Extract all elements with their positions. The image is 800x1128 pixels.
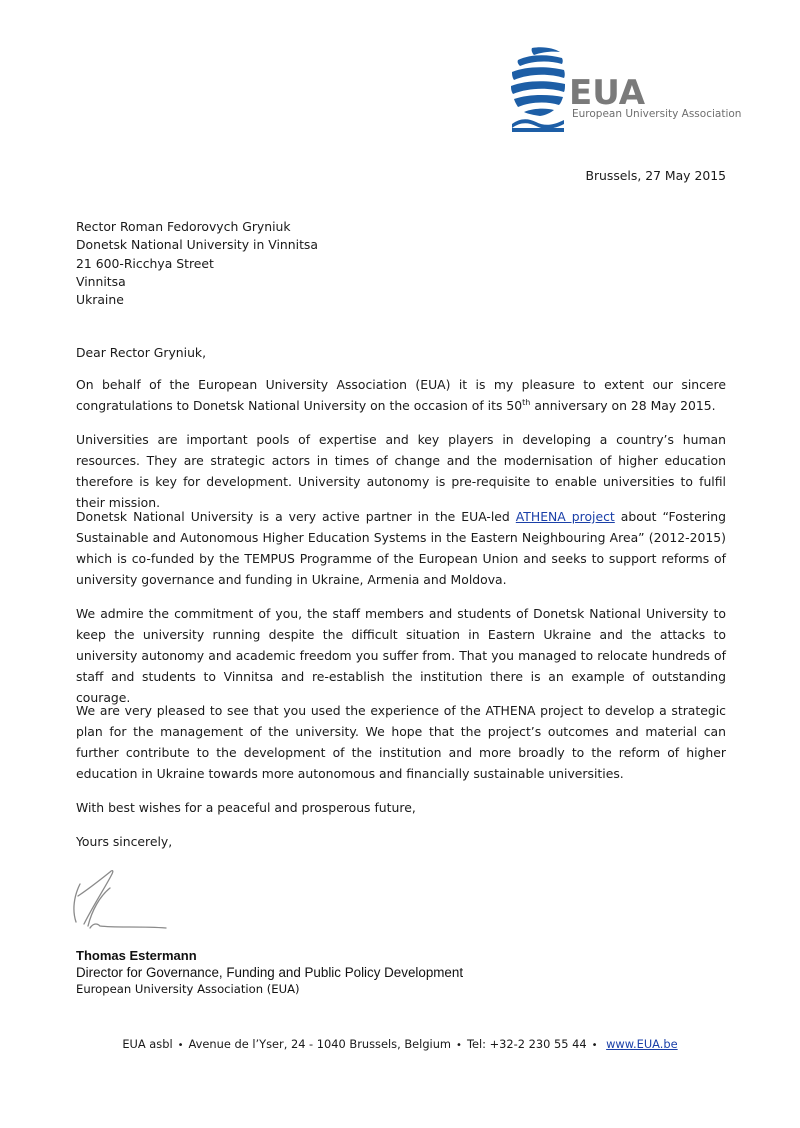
bullet-separator: • [591, 1040, 598, 1051]
signature-image [70, 866, 180, 938]
paragraph-athena [76, 506, 726, 590]
footer-tel: Tel: +32-2 230 55 44 [466, 1037, 587, 1051]
bullet-separator: • [177, 1040, 184, 1051]
eua-logo [510, 46, 740, 136]
logo-full-name: European University Association [572, 108, 742, 120]
signer-name: Thomas Estermann [76, 948, 197, 963]
recipient-line: Vinnitsa [76, 273, 126, 289]
recipient-address [76, 218, 318, 309]
signer-title: Director for Governance, Funding and Public Policy Development [76, 965, 464, 980]
paragraph-text: about “Fostering Sustainable and Autonomous Higher Education Systems in the Eastern Neighbouring Area” (2012-2015) which is co-funded by the TEMPUS Programme of the European Union and seeks to support reforms of university governance and funding in Ukraine, Armenia and Moldova. [76, 509, 727, 587]
recipient-line: 21 600-Ricchya Street [76, 255, 214, 271]
recipient-line: Donetsk National University in Vinnitsa [76, 237, 318, 253]
recipient-line: Ukraine [76, 292, 124, 308]
footer [0, 1037, 800, 1051]
paragraph-strategic-plan: We are very pleased to see that you used the experience of the ATHENA project to develop a strategic plan for the management of the university. We hope that the project’s outcomes and material can further contribute to the development of the institution and more broadly to the reform of higher education in Ukraine towards more autonomous and financially sustainable universities. [76, 703, 726, 781]
salutation: Dear Rector Gryniuk, [76, 345, 207, 360]
bullet-separator: • [456, 1040, 462, 1051]
superscript: th [522, 397, 531, 407]
signer-organization: European University Association (EUA) [76, 982, 300, 996]
footer-address: Avenue de l’Yser, 24 - 1040 Brussels, Belgium [188, 1037, 452, 1051]
paragraph-universities: Universities are important pools of expertise and key players in developing a country’s human resources. They are strategic actors in times of change and the modernisation of higher education therefore is key for development. University autonomy is pre-requisite to enable universities to fulfil their mission. [76, 432, 726, 510]
footer-website-link[interactable]: www.EUA.be [606, 1037, 678, 1051]
logo-acronym: EUA [569, 73, 646, 113]
athena-project-link[interactable]: ATHENA project [515, 509, 615, 524]
recipient-line: Rector Roman Fedorovych Gryniuk [76, 219, 291, 234]
paragraph-text: anniversary on 28 May 2015. [530, 398, 716, 413]
paragraph-text: On behalf of the European University Association (EUA) it is my pleasure to extent our sincere congratulations to Donetsk National University on the occasion of its 50 [76, 377, 726, 413]
paragraph-text: Donetsk National University is a very active partner in the EUA-led [76, 509, 516, 524]
closing: Yours sincerely, [76, 834, 173, 849]
eua-globe-icon [510, 46, 566, 132]
paragraph-congratulations [76, 374, 726, 416]
footer-org: EUA asbl [122, 1037, 173, 1051]
paragraph-commitment: We admire the commitment of you, the staff members and students of Donetsk National University to keep the university running despite the difficult situation in Eastern Ukraine and the attacks to university autonomy and academic freedom you suffer from. That you managed to relocate hundreds of staff and students to Vinnitsa and re-establish the institution there is an example of outstanding courage. [76, 606, 726, 705]
letter-date: Brussels, 27 May 2015 [585, 168, 726, 183]
closing-wish: With best wishes for a peaceful and prosperous future, [76, 800, 416, 815]
